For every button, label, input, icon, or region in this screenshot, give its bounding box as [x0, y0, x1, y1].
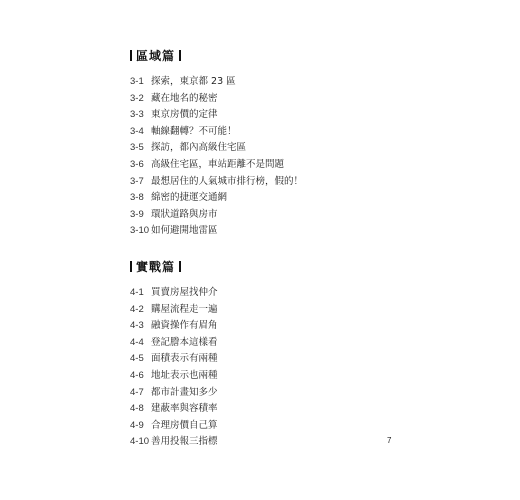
toc-item-title: 探訪，都內高級住宅區 [151, 142, 247, 154]
toc-item-title: 面積表示有兩種 [151, 353, 218, 365]
toc-item-number: 3-10 [130, 225, 150, 237]
section-heading [130, 47, 303, 65]
toc-list [130, 285, 218, 451]
toc-item-title: 都市計畫知多少 [151, 386, 218, 398]
toc-item-title: 最想居住的人氣城市排行榜，假的！ [151, 175, 304, 187]
heading-bar-right [179, 261, 181, 272]
toc-item-number: 3-8 [130, 192, 144, 204]
toc-item [130, 368, 218, 385]
toc-item-number: 4-2 [130, 303, 144, 315]
toc-item-number: 4-3 [130, 320, 144, 332]
toc-item [130, 335, 218, 352]
toc-item [130, 418, 218, 435]
toc-item-title: 善用投報三指標 [151, 436, 218, 448]
toc-section-practice [130, 258, 218, 451]
toc-item-title: 探索，東京都 23 區 [151, 76, 236, 87]
page-number: 7 [387, 436, 392, 445]
heading-bar-left [130, 50, 132, 61]
toc-item-title: 購屋流程走一遍 [151, 303, 218, 315]
toc-item [130, 91, 303, 108]
toc-item-title: 東京房價的定律 [151, 109, 218, 121]
toc-item [130, 107, 303, 124]
toc-item [130, 401, 218, 418]
heading-bar-right [179, 50, 181, 61]
toc-item [130, 190, 303, 207]
toc-item [130, 124, 303, 141]
toc-item-title: 綿密的捷運交通網 [151, 192, 228, 204]
toc-item [130, 302, 218, 319]
toc-item-number: 4-6 [130, 369, 144, 381]
toc-item [130, 223, 303, 240]
toc-item [130, 385, 218, 402]
toc-item [130, 318, 218, 335]
toc-item-number: 4-5 [130, 353, 144, 365]
toc-item-title: 軸線翻轉？不可能！ [151, 125, 237, 137]
toc-item-number: 4-9 [130, 419, 144, 431]
toc-item [130, 351, 218, 368]
section-heading-text: 區域篇 [136, 49, 176, 63]
toc-item-title: 環狀道路與房市 [151, 208, 218, 220]
toc-item-number: 3-1 [130, 76, 144, 87]
toc-item-number: 4-10 [130, 436, 150, 448]
toc-item [130, 174, 303, 191]
toc-item-number: 4-7 [130, 386, 144, 398]
toc-item [130, 434, 218, 451]
toc-item-title: 合理房價自己算 [151, 419, 218, 431]
toc-list [130, 74, 303, 240]
toc-item-number: 4-1 [130, 287, 144, 298]
toc-item-title: 地址表示也兩種 [151, 369, 218, 381]
toc-item-number: 3-6 [130, 158, 144, 170]
toc-item-number: 3-3 [130, 109, 144, 121]
toc-item-title: 登記謄本這樣看 [151, 336, 218, 348]
toc-item-number: 3-4 [130, 125, 144, 137]
toc-item-title: 融資操作有眉角 [151, 320, 218, 332]
section-heading-text: 實戰篇 [136, 260, 176, 274]
toc-item-number: 3-9 [130, 208, 144, 220]
toc-item [130, 140, 303, 157]
toc-item-title: 建蔽率與容積率 [151, 403, 218, 415]
toc-item-title: 如何避開地雷區 [151, 225, 218, 237]
section-heading [130, 258, 218, 276]
toc-item [130, 157, 303, 174]
toc-item-number: 3-7 [130, 175, 144, 187]
toc-item [130, 74, 303, 91]
heading-bar-left [130, 261, 132, 272]
toc-item-number: 4-4 [130, 336, 144, 348]
toc-item-number: 3-2 [130, 92, 144, 104]
toc-item [130, 285, 218, 302]
toc-item [130, 207, 303, 224]
toc-item-title: 買賣房屋找仲介 [151, 287, 218, 298]
toc-section-area [130, 47, 303, 240]
toc-item-title: 高級住宅區，車站距離不是問題 [151, 158, 285, 170]
toc-item-number: 3-5 [130, 142, 144, 154]
toc-item-number: 4-8 [130, 403, 144, 415]
toc-item-title: 藏在地名的秘密 [151, 92, 218, 104]
